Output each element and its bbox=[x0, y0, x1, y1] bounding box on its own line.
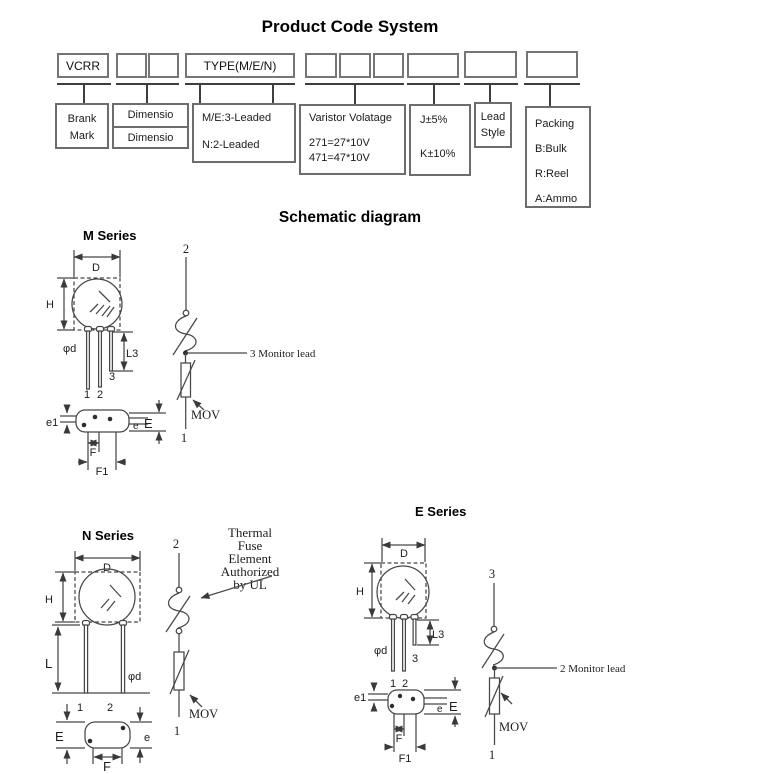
label-phid: φd bbox=[128, 671, 142, 683]
label-phid: φd bbox=[374, 645, 388, 657]
thermal-fuse-symbol bbox=[482, 632, 504, 668]
connector bbox=[433, 85, 435, 104]
label-pin1: 1 bbox=[76, 702, 84, 714]
note-line: Element bbox=[228, 551, 272, 566]
code-box-volt2 bbox=[339, 53, 371, 78]
note-line: Fuse bbox=[237, 538, 263, 553]
desc-line: M/E:3-Leaded bbox=[202, 112, 272, 124]
thermal-fuse-symbol bbox=[173, 316, 197, 355]
desc-line: Dimensio bbox=[127, 132, 174, 144]
thermal-fuse-symbol bbox=[166, 593, 190, 632]
n-circuit-top-pin: 2 bbox=[172, 537, 180, 551]
label-pin1: 1 bbox=[389, 678, 397, 690]
monitor-lead-label: 3 Monitor lead bbox=[250, 348, 316, 360]
m-circuit bbox=[173, 242, 316, 445]
desc-line: Mark bbox=[69, 130, 95, 142]
desc-line: Brank bbox=[67, 113, 97, 125]
connector bbox=[464, 83, 518, 85]
n-series-title: N Series bbox=[82, 528, 135, 543]
connector bbox=[354, 85, 356, 104]
label-h: H bbox=[356, 586, 364, 598]
m-circuit-bottom-pin: 1 bbox=[180, 431, 188, 445]
code-box-type: TYPE(M/E/N) bbox=[185, 53, 295, 78]
desc-line: A:Ammo bbox=[535, 193, 578, 205]
desc-line: 271=27*10V bbox=[309, 137, 370, 149]
label-pin2: 2 bbox=[96, 389, 104, 401]
desc-line: K±10% bbox=[420, 148, 456, 160]
thermal-fuse-note bbox=[201, 525, 280, 598]
n-disc-body bbox=[75, 569, 140, 625]
desc-line: R:Reel bbox=[535, 168, 569, 180]
code-box-volt1 bbox=[305, 53, 337, 78]
code-box-dim1 bbox=[116, 53, 147, 78]
desc-packing bbox=[525, 106, 591, 208]
m-dimension-h bbox=[46, 278, 74, 330]
e-series-drawing bbox=[340, 518, 658, 774]
label-e1: e1 bbox=[354, 692, 367, 704]
desc-line: N:2-Leaded bbox=[202, 139, 260, 151]
n-bottom-view bbox=[55, 704, 152, 774]
label-E: E bbox=[55, 729, 64, 744]
desc-line: Dimensio bbox=[114, 105, 187, 128]
n-circuit bbox=[166, 537, 218, 738]
connector bbox=[146, 85, 148, 103]
e-circuit bbox=[482, 567, 626, 762]
note-line: Thermal bbox=[227, 525, 273, 540]
connector bbox=[185, 83, 295, 85]
desc-line: 471=47*10V bbox=[309, 152, 370, 164]
connector bbox=[199, 85, 201, 103]
note-line: by UL bbox=[233, 577, 267, 592]
e-circuit-bottom-pin: 1 bbox=[488, 748, 496, 762]
mov-label: MOV bbox=[189, 707, 219, 721]
desc-tolerance bbox=[409, 104, 471, 176]
mov-label: MOV bbox=[191, 408, 221, 422]
connector bbox=[549, 85, 551, 106]
label-f1: F1 bbox=[95, 466, 109, 478]
note-line: Authorized bbox=[220, 564, 280, 579]
code-box-vcrr: VCRR bbox=[57, 53, 109, 78]
desc-lead-style bbox=[474, 102, 512, 148]
label-pin2: 2 bbox=[401, 678, 409, 690]
label-f1: F1 bbox=[398, 753, 412, 765]
m-disc-body bbox=[72, 278, 122, 330]
desc-lead-type bbox=[192, 103, 296, 163]
label-e: e bbox=[437, 704, 443, 715]
mov-symbol bbox=[485, 676, 528, 734]
desc-brand-mark bbox=[55, 103, 109, 149]
mov-label: MOV bbox=[499, 720, 529, 734]
n-dimension-d bbox=[75, 551, 140, 574]
label-e1: e1 bbox=[46, 417, 59, 429]
e-series-title: E Series bbox=[415, 504, 467, 519]
m-series-title: M Series bbox=[83, 228, 137, 243]
desc-line: Varistor Volatage bbox=[309, 112, 392, 124]
schematic-title: Schematic diagram bbox=[278, 209, 422, 226]
code-box-dim2 bbox=[148, 53, 179, 78]
e-bottom-view bbox=[354, 677, 461, 765]
m-bottom-view bbox=[46, 400, 166, 478]
e-disc-body bbox=[377, 563, 429, 618]
connector bbox=[116, 83, 179, 85]
desc-line: J±5% bbox=[420, 114, 448, 126]
n-leads bbox=[77, 621, 141, 715]
connector bbox=[524, 83, 580, 85]
label-pin2: 2 bbox=[106, 702, 114, 714]
code-box-tolerance bbox=[407, 53, 459, 78]
product-code-title: Product Code System bbox=[261, 17, 439, 36]
code-box-volt3 bbox=[373, 53, 404, 78]
n-dimension-h bbox=[45, 572, 75, 622]
code-box-lead-style bbox=[464, 51, 517, 78]
label-h: H bbox=[45, 594, 53, 606]
label-e: e bbox=[133, 421, 139, 432]
label-l: L bbox=[45, 656, 53, 671]
connector bbox=[489, 85, 491, 102]
label-phid: φd bbox=[63, 343, 77, 355]
n-series-drawing bbox=[40, 518, 310, 774]
desc-line: B:Bulk bbox=[535, 143, 567, 155]
m-series-drawing bbox=[40, 226, 340, 490]
label-h: H bbox=[46, 299, 54, 311]
label-pin3: 3 bbox=[411, 653, 419, 665]
label-l3: L3 bbox=[432, 629, 445, 641]
label-f: F bbox=[89, 447, 97, 459]
label-f: F bbox=[103, 759, 111, 774]
monitor-lead bbox=[186, 348, 316, 360]
m-leads bbox=[63, 327, 115, 402]
label-pin1: 1 bbox=[83, 389, 91, 401]
label-l3: L3 bbox=[126, 348, 139, 360]
desc-line: Lead bbox=[480, 111, 506, 123]
mov-symbol bbox=[170, 650, 218, 721]
monitor-lead bbox=[495, 663, 626, 675]
label-e: e bbox=[144, 732, 151, 744]
desc-dimension bbox=[112, 103, 189, 149]
e-circuit-top-pin: 3 bbox=[488, 567, 496, 581]
label-d: D bbox=[103, 562, 111, 574]
label-E: E bbox=[144, 416, 153, 431]
label-d: D bbox=[92, 262, 100, 274]
e-dimension-d bbox=[382, 538, 425, 562]
e-dimension-l3 bbox=[417, 620, 444, 645]
code-box-packing bbox=[526, 51, 578, 78]
desc-varistor-voltage bbox=[299, 104, 406, 175]
m-dimension-l3 bbox=[112, 332, 138, 371]
desc-line: Style bbox=[480, 127, 506, 139]
monitor-lead-label: 2 Monitor lead bbox=[560, 663, 626, 675]
connector bbox=[83, 85, 85, 103]
label-d: D bbox=[400, 548, 408, 560]
m-circuit-top-pin: 2 bbox=[182, 242, 190, 256]
mov-symbol bbox=[177, 360, 220, 422]
m-dimension-d bbox=[74, 250, 120, 277]
n-circuit-bottom-pin: 1 bbox=[173, 724, 181, 738]
desc-line: Packing bbox=[535, 118, 575, 130]
connector bbox=[272, 85, 274, 103]
label-pin3: 3 bbox=[108, 371, 116, 383]
label-f: F bbox=[395, 733, 403, 745]
e-leads bbox=[374, 615, 418, 691]
label-E: E bbox=[449, 699, 458, 714]
